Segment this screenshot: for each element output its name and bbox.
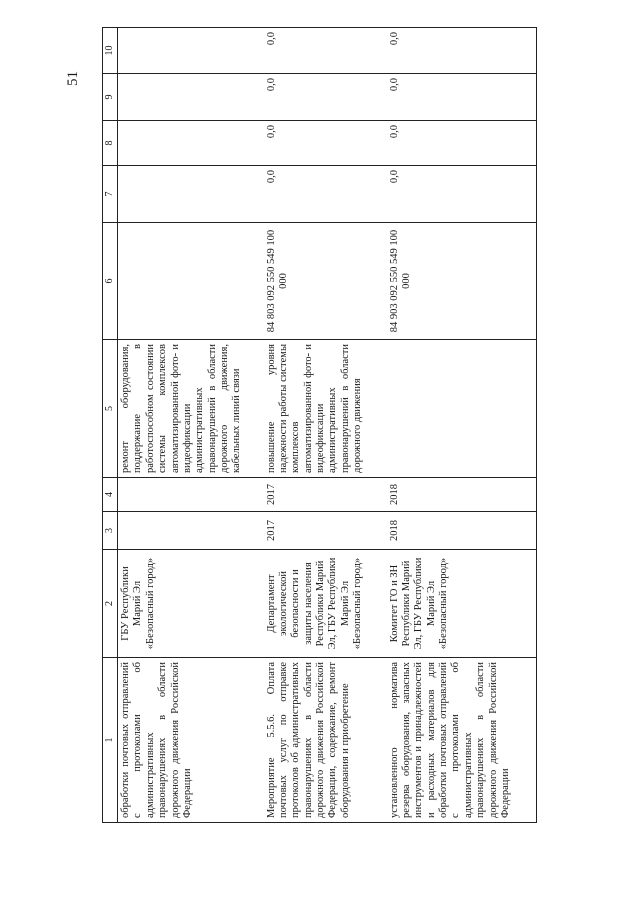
end-year-cell: 2017 [264, 478, 387, 512]
value-cell: 0,0 [264, 166, 387, 223]
measure-cell: Мероприятие 5.5.6. Оплата почтовых услуг по отправке протоколов об административных правонарушениях в области дорожного движения Российской Федерации, содержание, ремонт оборудования и приобретение [264, 658, 387, 823]
result-cell: ремонт оборудования, поддержание в работоспособном состоянии системы комплексов автоматизированной фото- и видеофиксации административных правонарушений в области дорожного движения, кабельных линий связи [118, 340, 264, 478]
value-cell: 0,0 [264, 28, 387, 74]
value-cell: 0,0 [264, 121, 387, 166]
value-cell: 0,0 [387, 28, 537, 74]
column-header: 8 [103, 121, 118, 166]
value-cell: 0,0 [387, 74, 537, 121]
table-header-row [103, 28, 118, 823]
start-year-cell: 2018 [387, 512, 537, 550]
table-row [264, 28, 387, 823]
value-cell [118, 28, 264, 74]
table-row [387, 28, 537, 823]
result-cell [387, 340, 537, 478]
column-header: 4 [103, 478, 118, 512]
value-cell: 0,0 [264, 74, 387, 121]
column-header: 2 [103, 550, 118, 658]
measure-cell: обработки почтовых отправлений с протоколами об административных правонарушениях в области дорожного движения Российской Федерации [118, 658, 264, 823]
budget-code-cell [118, 223, 264, 340]
executor-cell: Комитет ГО и ЗН Республики Марий Эл, ГБУ Республики Марий Эл «Безопасный город» [387, 550, 537, 658]
table-row [118, 28, 264, 823]
column-header: 9 [103, 74, 118, 121]
start-year-cell: 2017 [264, 512, 387, 550]
start-year-cell [118, 512, 264, 550]
executor-cell: ГБУ Республики Марий Эл «Безопасный город» [118, 550, 264, 658]
end-year-cell: 2018 [387, 478, 537, 512]
column-header: 6 [103, 223, 118, 340]
end-year-cell [118, 478, 264, 512]
value-cell [118, 166, 264, 223]
value-cell [118, 74, 264, 121]
value-cell: 0,0 [387, 121, 537, 166]
program-measures-table [102, 27, 537, 823]
value-cell: 0,0 [387, 166, 537, 223]
measure-cell: установленного норматива резерва оборудования, запасных инструментов и принадлежностей и расходных материалов для обработки почтовых отправлений с протоколами об административных правонарушениях в области дорожного движения Российской Федерации [387, 658, 537, 823]
executor-cell: Департамент экологической безопасности и защиты населения Республики Марий Эл, ГБУ Республики Марий Эл «Безопасный город» [264, 550, 387, 658]
column-header: 10 [103, 28, 118, 74]
budget-code-cell: 84 903 092 550 549 100 000 [387, 223, 537, 340]
page-number: 51 [65, 71, 81, 86]
result-cell: повышение уровня надежности работы системы комплексов автоматизированной фото- и видеофиксации административных правонарушений в области дорожного движения [264, 340, 387, 478]
column-header: 1 [103, 658, 118, 823]
budget-code-cell: 84 803 092 550 549 100 000 [264, 223, 387, 340]
column-header: 7 [103, 166, 118, 223]
column-header: 5 [103, 340, 118, 478]
value-cell [118, 121, 264, 166]
column-header: 3 [103, 512, 118, 550]
